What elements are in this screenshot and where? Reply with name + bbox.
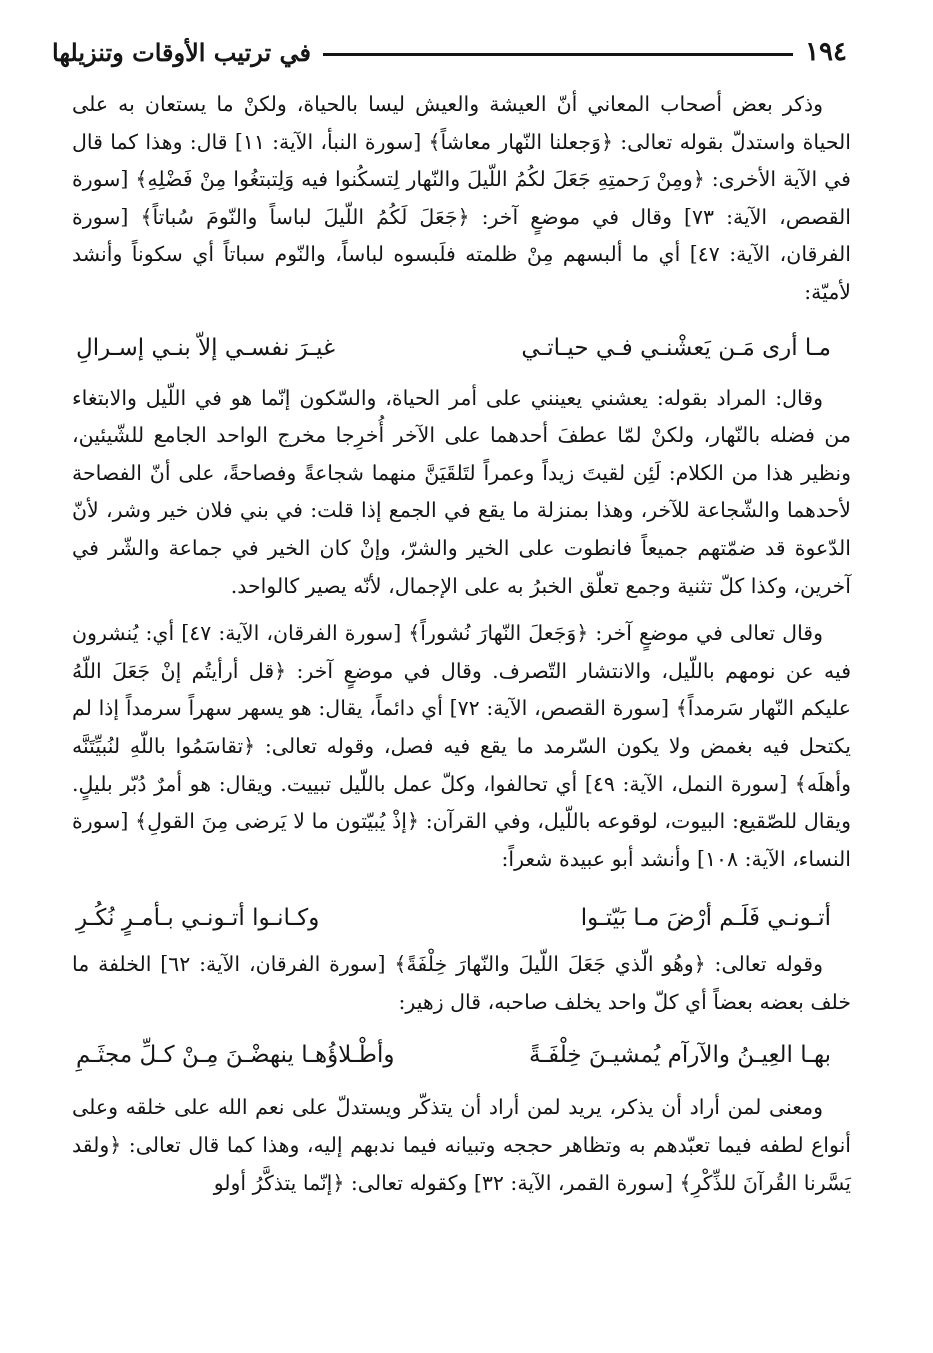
page-body: [72, 86, 851, 1202]
verse-first-hemistich: بهـا العِيـنُ والآرآم يُمشيـنَ خِلْفَـةً: [529, 1042, 831, 1069]
running-title: في ترتيب الأوقات وتنزيلها: [52, 37, 312, 67]
running-header: [52, 32, 847, 72]
verse-first-hemistich: أتـونـي فَلَـم أرْضَ مـا بَيّتـوا: [580, 905, 831, 932]
verse-second-hemistich: وأطْـلاؤُهـا ينهضْـنَ مِـنْ كـلِّ مجثَـمِ: [76, 1042, 395, 1069]
verse-second-hemistich: غيـرَ نفسـي إلاّ بنـي إسـرالِ: [76, 334, 336, 361]
verse-umayya: [72, 330, 851, 366]
verse-second-hemistich: وكـانـوا أتـونـي بـأمـرٍ نُكُـرِ: [76, 905, 320, 932]
page-number: ١٩٤: [805, 37, 847, 67]
paragraph-4: وقوله تعالى: ﴿وهُو الّذي جَعَلَ اللّيلَ والنّهارَ خِلْفَةً﴾ [سورة الفرقان، الآية: ٦٢] الخلفة ما خلف بعضه بعضاً أي كلّ واحد يخلف صاحبه، قال زهير:: [72, 952, 851, 1014]
paragraph-3: وقال تعالى في موضعٍ آخر: ﴿وَجَعلَ النّهارَ نُشوراً﴾ [سورة الفرقان، الآية: ٤٧] أي: يُنشرون فيه عن نومهم باللّيل، والانتشار التّصرف. وقال في موضعٍ آخر: ﴿قل أرأيتُم إنْ جَعَلَ اللّهُ عليكم النّهار سَرمداً﴾ [سورة القصص، الآية: ٧٢] أي دائماً، يقال: هو يسهر سهراً سرمداً إذا لم يكتحل فيه بغمض ولا يكون السّرمد ما يقع فيه فصل، وقوله تعالى: ﴿تقاسَمُوا باللّهِ لنُبيِّتَنَّه وأهلَه﴾ [سورة النمل، الآية: ٤٩] أي تحالفوا، وكلّ عمل باللّيل تبييت. ويقال: هو أمرٌ دُبّر بليلٍ. ويقال للصّقيع: البيوت، لوقوعه باللّيل، وفي القرآن: ﴿إذْ يُبيّتون ما لا يَرضى مِنَ القولِ﴾ [سورة النساء، الآية: ١٠٨] وأنشد أبو عبيدة شعراً:: [72, 621, 852, 871]
paragraph-5: ومعنى لمن أراد أن يذكر، يريد لمن أراد أن يتذكّر ويستدلّ على نعم الله على خلقه وعلى أنواع لطفه فيما تعبّدهم به وتظاهر حججه وتبيانه فيما ندبهم إليه، وهذا كما قال تعالى: ﴿ولقد يَسَّرنا القُرآنَ للذِّكْرِ﴾ [سورة القمر، الآية: ٣٢] وكقوله تعالى: ﴿إنّما يتذكَّرُ أولو: [72, 1095, 851, 1195]
verse-zuhair: [72, 1037, 851, 1073]
header-rule: [323, 53, 793, 56]
verse-abu-ubaida: [72, 900, 851, 936]
paragraph-2: وقال: المراد بقوله: يعشني يعينني على أمر الحياة، والسّكون إنّما هو في اللّيل والابتغاء من فضله بالنّهار، ولكنْ لمّا عطفَ أحدهما على الآخر أُخرِجا مخرج الواحد الجامع للشّيئين، ونظير هذا من الكلام: لَئِن لقيتَ زيداً وعمراً لتَلقَيَنَّ منهما شجاعةً وفصاحةً، على أنّ الفصاحة لأحدهما والشّجاعة للآخر، وهذا بمنزلة ما يقع في الجمع إذا قلت: في بني فلان خير وشر، لأنّ الدّعوة قد ضمّتهم جميعاً فانطوت على الخير والشرّ، وإنْ كان الخير في جماعة والشّر في آخرين، وكذا كلّ تثنية وجمع تعلّق الخبرُ به على الإجمال، لأنّه يصير كالواحد.: [72, 385, 851, 598]
verse-first-hemistich: مـا أرى مَـن يَعشْنـي فـي حيـاتـي: [521, 334, 831, 361]
paragraph-1: وذكر بعض أصحاب المعاني أنّ العيشة والعيش ليسا بالحياة، ولكنْ ما يستعان به على الحياة واستدلّ بقوله تعالى: ﴿وَجعلنا النّهار معاشاً﴾ [سورة النبأ، الآية: ١١] قال: وهذا كما قال في الآية الأخرى: ﴿ومِنْ رَحمتِهِ جَعَلَ لكُمُ اللّيلَ والنّهار لِتسكُنوا فيه وَلِتبتغُوا مِنْ فَضْلِهِ﴾ [سورة القصص، الآية: ٧٣] وقال في موضعٍ آخر: ﴿جَعَلَ لَكُمُ اللّيلَ لباساً والنّومَ سُباتاً﴾ [سورة الفرقان، الآية: ٤٧] أي ما ألبسهم مِنْ ظلمته فلَبسوه لباساً، والنّوم سباتاً أي سكوناً وأنشد لأميّة:: [72, 92, 851, 304]
